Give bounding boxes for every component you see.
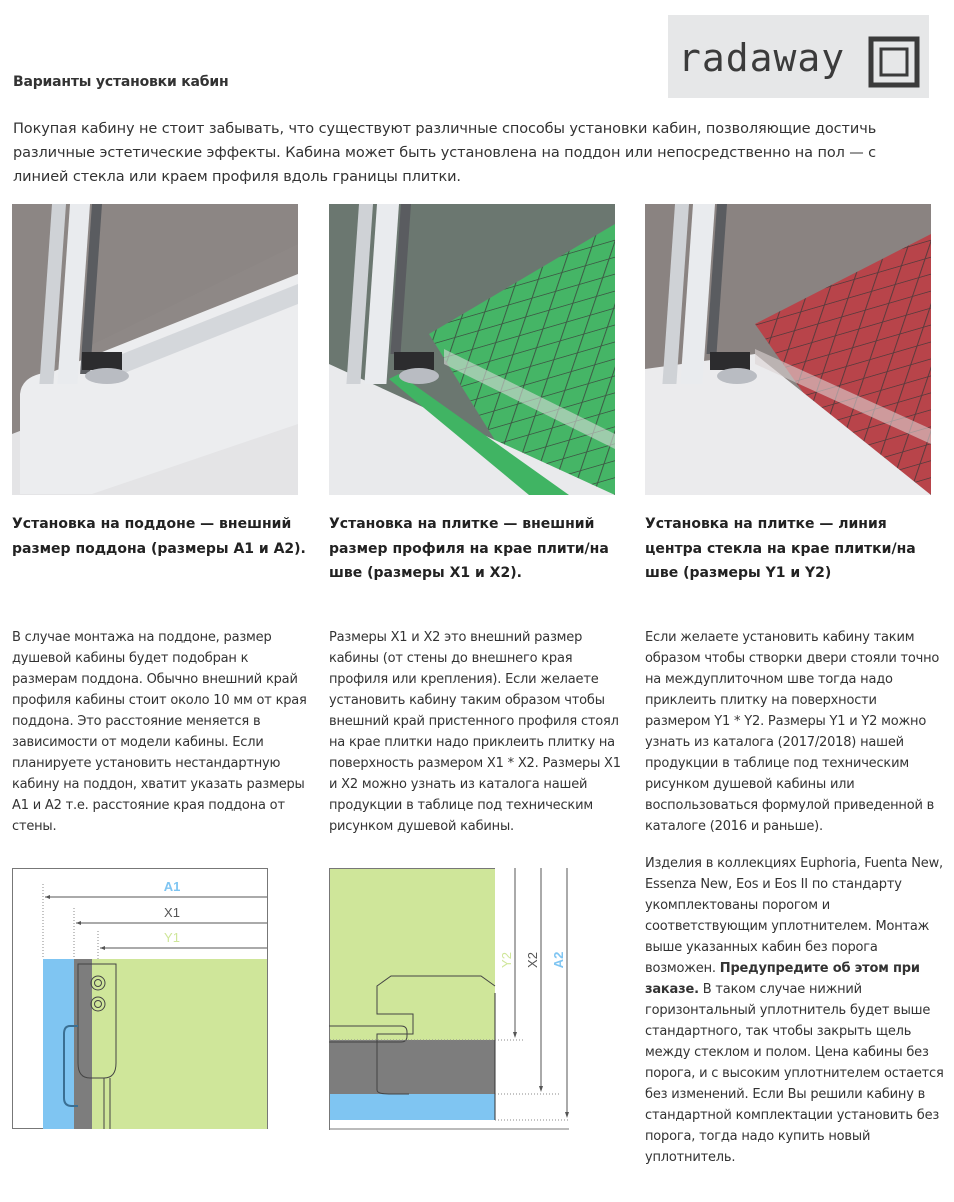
column-title-tray: Установка на поддоне — внешний размер поддона (размеры A1 и A2). xyxy=(12,516,306,557)
column-text-tray: В случае монтажа на поддоне, размер душевой кабины будет подобран к размерам поддона. Обычно внешний край профиля кабины стоит около 10 мм от края поддона. Это расстояние меняется в зависимости от модели кабины. Если планируете установить нестандартную кабину на поддон, хватит указать размеры A1 и A2 т.е. расстояние края поддона от стены. xyxy=(12,630,307,834)
threshold-note-part1: Изделия в коллекциях Euphoria, Fuenta New, Essenza New, Eos и Eos II по стандарту укомплектованы порогом и соответствующим уплотнителем. Монтаж выше указанных кабин без порога возможен. xyxy=(645,856,943,976)
label-a2: A2 xyxy=(551,951,566,969)
logo-text: radaway xyxy=(678,36,846,80)
logo-square-outer xyxy=(871,39,917,85)
threshold-note-warning: Предупредите об этом при заказе. xyxy=(645,961,920,997)
logo-square-inner xyxy=(881,49,907,75)
photo-tray-installation xyxy=(12,204,298,495)
photo-tile-profile-edge xyxy=(329,204,615,495)
label-a1: A1 xyxy=(163,879,181,894)
diagram-side-view xyxy=(329,868,569,1134)
intro-paragraph: Покупая кабину не стоит забывать, что существуют различные способы установки кабин, позволяющие достичь различные эстетические эффекты. Кабина может быть установлена на поддон или непосредственно на пол — с линией стекла или краем профиля вдоль границы плитки. xyxy=(13,121,877,185)
radaway-logo-mark xyxy=(668,15,929,98)
profile-area xyxy=(330,1040,495,1094)
tray-area xyxy=(43,959,74,1129)
label-y2: Y2 xyxy=(499,952,514,968)
column-text-tile-profile: Размеры X1 и X2 это внешний размер кабины (от стены до внешнего края профиля или крепления). Если желаете установить кабину таким образом чтобы внешний край пристенного профиля стоял на крае плитки надо приклеить плитку на поверхность размером X1 * X2. Размеры X1 и X2 можно узнать из каталога нашей продукции в таблице под техническим рисунком душевой кабины. xyxy=(329,630,621,834)
photo-tile-glass-centerline xyxy=(645,204,931,495)
diagram-top-view xyxy=(12,868,268,1134)
tile-area xyxy=(92,959,267,1129)
label-x1: X1 xyxy=(164,905,180,920)
page-heading: Варианты установки кабин xyxy=(13,74,229,90)
label-y1: Y1 xyxy=(164,930,180,945)
profile-area xyxy=(74,959,92,1129)
column-text-tile-glass: Если желаете установить кабину таким образом чтобы створки двери стояли точно на междуплиточном шве тогда надо приклеить плитку на поверхности размером Y1 * Y2. Размеры Y1 и Y2 можно узнать из каталога (2017/2018) нашей продукции в таблице под техническим рисунком душевой кабины или воспользоваться формулой приведенной в каталоге (2016 и раньше). xyxy=(645,630,940,834)
threshold-note xyxy=(645,853,945,1168)
tray-area xyxy=(330,1094,495,1120)
radaway-logo xyxy=(668,15,929,98)
label-x2: X2 xyxy=(525,952,540,968)
threshold-note-part2: В таком случае нижний горизонтальный уплотнитель будет выше стандартного, так чтобы закрыть щель между стеклом и полом. Цена кабины без порога, и с высоким уплотнителем остается без изменений. Если Вы решили кабину в стандартной комплектации установить без порога, тогда надо купить новый уплотнитель. xyxy=(645,982,944,1165)
column-title-tile-profile: Установка на плитке — внешний размер профиля на крае плити/на шве (размеры X1 и X2). xyxy=(329,516,609,581)
column-title-tile-glass: Установка на плитке — линия центра стекла на крае плитки/на шве (размеры Y1 и Y2) xyxy=(645,516,916,581)
